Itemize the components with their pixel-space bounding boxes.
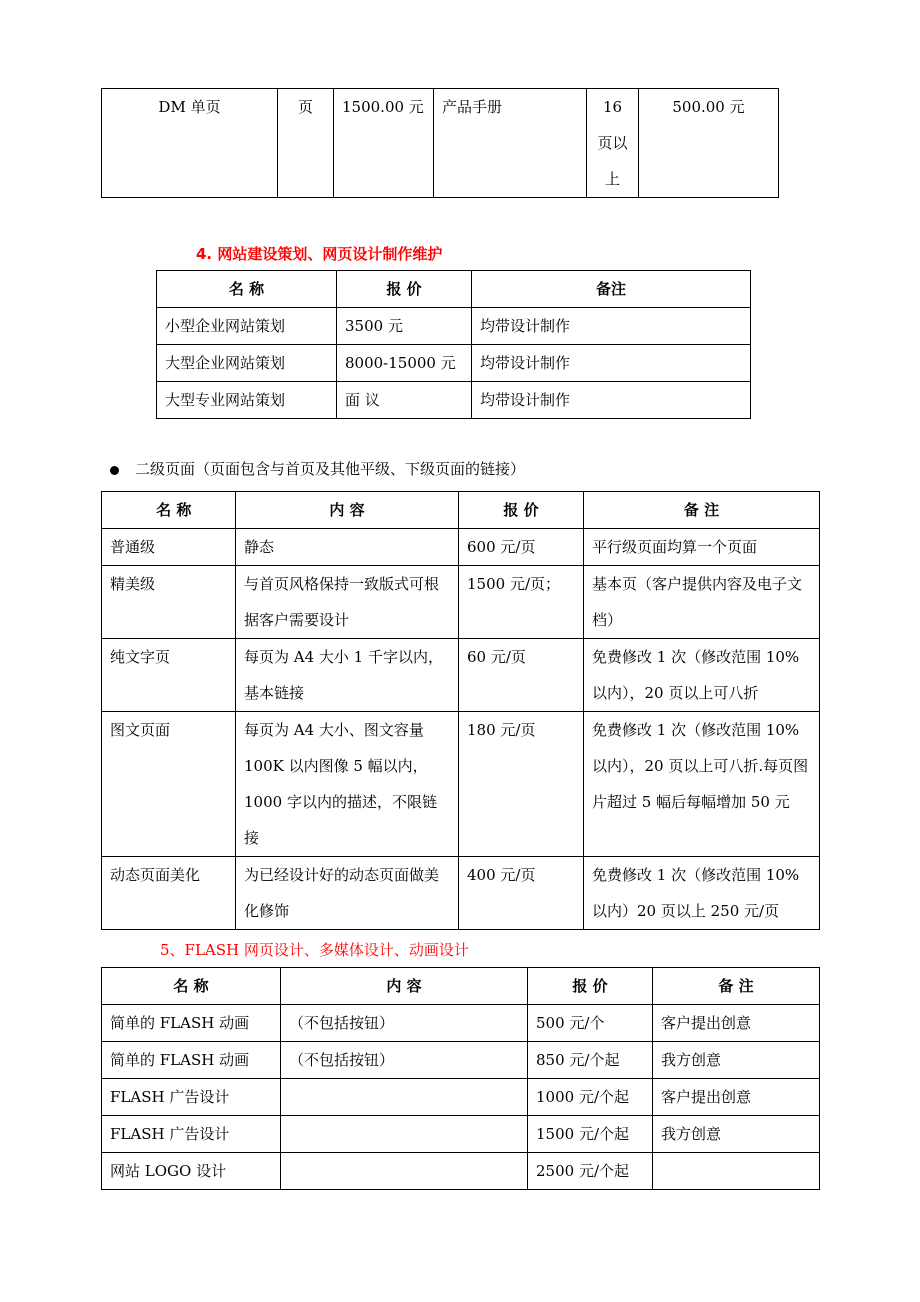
pages-line-2: 页以: [597, 134, 628, 152]
cell-name: DM 单页: [102, 89, 278, 198]
cell-content: 与首页风格保持一致版式可根据客户需要设计: [236, 566, 459, 639]
cell-price2: 500.00 元: [639, 89, 779, 198]
cell-price: 8000-15000 元: [337, 345, 472, 382]
header-content: 内 容: [236, 492, 459, 529]
header-content: 内 容: [281, 968, 528, 1005]
top-price-table: [101, 88, 779, 198]
cell-name: 简单的 FLASH 动画: [102, 1042, 281, 1079]
table-header-row: [102, 492, 820, 529]
header-note: 备 注: [653, 968, 820, 1005]
cell-price: 600 元/页: [459, 529, 584, 566]
cell-content: （不包括按钮）: [281, 1005, 528, 1042]
cell-price: 3500 元: [337, 308, 472, 345]
header-note: 备 注: [584, 492, 820, 529]
cell-name: 动态页面美化: [102, 857, 236, 930]
cell-price: 500 元/个: [528, 1005, 653, 1042]
cell-note: 免费修改 1 次（修改范围 10%以内），20 页以上可八折.每页图片超过 5 幅后每幅增加 50 元: [584, 712, 820, 857]
cell-note: 我方创意: [653, 1116, 820, 1153]
table-row: [102, 89, 779, 198]
table-row: [102, 566, 820, 639]
table-row: [102, 639, 820, 712]
table-row: [102, 1005, 820, 1042]
section5-heading: 5、FLASH 网页设计、多媒体设计、动画设计: [160, 941, 469, 959]
table-row: [102, 1116, 820, 1153]
bullet-icon: [110, 466, 119, 475]
table-row: [157, 382, 751, 419]
cell-note: 我方创意: [653, 1042, 820, 1079]
cell-note: [653, 1153, 820, 1190]
header-name: 名 称: [157, 271, 337, 308]
cell-note: 基本页（客户提供内容及电子文档）: [584, 566, 820, 639]
cell-name: 精美级: [102, 566, 236, 639]
cell-unit: 页: [278, 89, 334, 198]
cell-note: 均带设计制作: [472, 382, 751, 419]
cell-note: 免费修改 1 次（修改范围 10%以内），20 页以上可八折: [584, 639, 820, 712]
table-row: [157, 345, 751, 382]
cell-item: 产品手册: [434, 89, 587, 198]
cell-name: 网站 LOGO 设计: [102, 1153, 281, 1190]
section4-heading: 4. 网站建设策划、网页设计制作维护: [196, 245, 443, 263]
cell-name: FLASH 广告设计: [102, 1116, 281, 1153]
cell-note: 免费修改 1 次（修改范围 10%以内）20 页以上 250 元/页: [584, 857, 820, 930]
cell-name: 小型企业网站策划: [157, 308, 337, 345]
cell-pages: [587, 89, 639, 198]
cell-content: 每页为 A4 大小、图文容量 100K 以内图像 5 幅以内，1000 字以内的描述，不限链接: [236, 712, 459, 857]
cell-content: 每页为 A4 大小 1 千字以内，基本链接: [236, 639, 459, 712]
cell-price: 850 元/个起: [528, 1042, 653, 1079]
cell-content: [281, 1116, 528, 1153]
cell-price: 60 元/页: [459, 639, 584, 712]
cell-note: 平行级页面均算一个页面: [584, 529, 820, 566]
cell-note: 均带设计制作: [472, 308, 751, 345]
cell-note: 客户提出创意: [653, 1079, 820, 1116]
cell-content: [281, 1153, 528, 1190]
cell-name: 简单的 FLASH 动画: [102, 1005, 281, 1042]
header-price: 报 价: [528, 968, 653, 1005]
cell-name: 纯文字页: [102, 639, 236, 712]
table-row: [102, 1079, 820, 1116]
cell-name: 大型企业网站策划: [157, 345, 337, 382]
cell-price: 1500.00 元: [334, 89, 434, 198]
pages-line-1: 16: [602, 98, 623, 116]
table-header-row: [157, 271, 751, 308]
pages-line-3: 上: [604, 170, 620, 188]
table-row: [102, 857, 820, 930]
secondary-pages-table: [101, 491, 820, 930]
cell-content: 静态: [236, 529, 459, 566]
cell-content: [281, 1079, 528, 1116]
cell-price: 400 元/页: [459, 857, 584, 930]
table-row: [102, 1153, 820, 1190]
table-row: [102, 712, 820, 857]
cell-note: 均带设计制作: [472, 345, 751, 382]
cell-price: 180 元/页: [459, 712, 584, 857]
cell-price: 1500 元/个起: [528, 1116, 653, 1153]
header-name: 名 称: [102, 492, 236, 529]
header-price: 报 价: [337, 271, 472, 308]
secondary-pages-bullet: [110, 458, 525, 479]
header-name: 名 称: [102, 968, 281, 1005]
table-row: [102, 529, 820, 566]
cell-name: 大型专业网站策划: [157, 382, 337, 419]
cell-name: 图文页面: [102, 712, 236, 857]
flash-design-table: [101, 967, 820, 1190]
cell-content: 为已经设计好的动态页面做美化修饰: [236, 857, 459, 930]
header-note: 备注: [472, 271, 751, 308]
cell-content: （不包括按钮）: [281, 1042, 528, 1079]
website-planning-table: [156, 270, 751, 419]
bullet-text: 二级页面（页面包含与首页及其他平级、下级页面的链接）: [135, 460, 526, 478]
table-header-row: [102, 968, 820, 1005]
cell-price: 1500 元/页；: [459, 566, 584, 639]
cell-price: 面 议: [337, 382, 472, 419]
table-row: [102, 1042, 820, 1079]
cell-price: 1000 元/个起: [528, 1079, 653, 1116]
cell-price: 2500 元/个起: [528, 1153, 653, 1190]
cell-name: FLASH 广告设计: [102, 1079, 281, 1116]
table-row: [157, 308, 751, 345]
header-price: 报 价: [459, 492, 584, 529]
cell-name: 普通级: [102, 529, 236, 566]
cell-note: 客户提出创意: [653, 1005, 820, 1042]
